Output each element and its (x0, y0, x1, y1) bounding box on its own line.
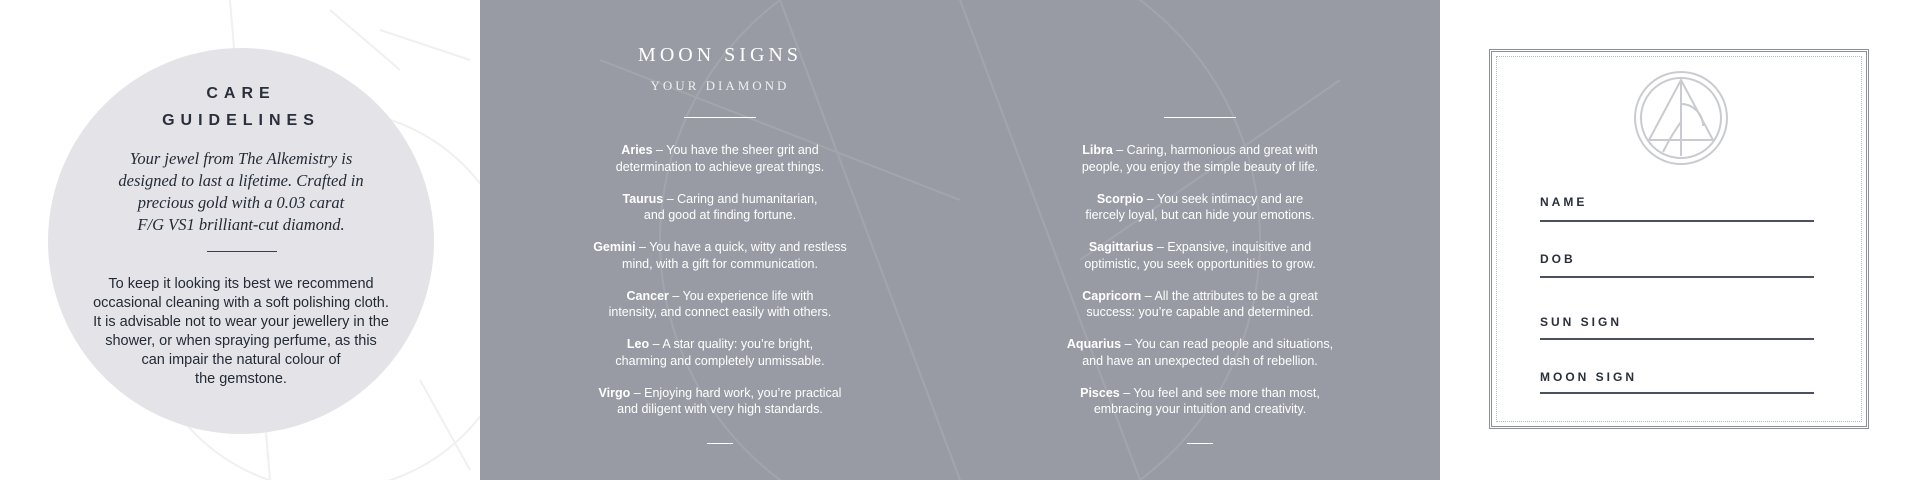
sign-description: – A star quality: you’re bright, charming and completely unmissable. (615, 337, 825, 368)
sign-name: Gemini (593, 240, 636, 254)
sign-cancer (480, 288, 960, 337)
care-title-line1: CARE (206, 85, 276, 102)
care-body: To keep it looking its best we recommend occasional cleaning with a soft polishing cloth. It is advisable not to wear your jewellery in the shower, or when spraying perfume, as this can impair the natural colour of the gemstone. (93, 276, 389, 387)
right-end-divider (1187, 443, 1213, 444)
signs-column-left (480, 142, 960, 433)
name-field-line[interactable] (1540, 220, 1814, 222)
personal-card-panel (1440, 0, 1920, 480)
left-end-divider (707, 443, 733, 444)
sign-description: – Caring, harmonious and great with people, you enjoy the simple beauty of life. (1081, 143, 1319, 174)
care-title-line2: GUIDELINES (162, 112, 320, 129)
sign-name: Libra (1082, 143, 1113, 157)
sign-description: – You can read people and situations, and have an unexpected dash of rebellion. (1082, 337, 1334, 368)
sign-name: Sagittarius (1088, 240, 1154, 254)
sign-name: Leo (626, 337, 650, 351)
care-panel (0, 0, 480, 480)
moon-signs-title: MOON SIGNS (638, 44, 802, 66)
sun-sign-field-label: SUN SIGN (1540, 315, 1623, 329)
sign-description: – Enjoying hard work, you’re practical and diligent with very high standards. (617, 385, 842, 416)
sign-name: Virgo (598, 385, 631, 400)
sign-name: Pisces (1080, 385, 1120, 400)
sign-leo (480, 336, 960, 385)
sign-virgo (480, 385, 960, 434)
sign-capricorn (960, 288, 1440, 337)
sign-name: Capricorn (1082, 288, 1142, 303)
moon-sign-field-label: MOON SIGN (1540, 370, 1638, 384)
moon-signs-panel (480, 0, 1440, 480)
sign-description: – Expansive, inquisitive and optimistic, you seek opportunities to grow. (1084, 240, 1316, 271)
sign-gemini (480, 239, 960, 288)
sign-taurus (480, 191, 960, 240)
care-divider (207, 251, 277, 252)
right-divider (1164, 117, 1236, 118)
sign-description: – You have a quick, witty and restless mind, with a gift for communication. (622, 240, 847, 271)
name-field-label: NAME (1540, 195, 1588, 209)
sign-description: – You feel and see more than most, embracing your intuition and creativity. (1093, 385, 1320, 416)
sign-sagittarius (960, 239, 1440, 288)
dob-field-line[interactable] (1540, 276, 1814, 278)
sign-name: Cancer (626, 288, 669, 303)
sign-aries (480, 142, 960, 191)
sign-name: Scorpio (1096, 191, 1144, 206)
moon-signs-subtitle: YOUR DIAMOND (650, 78, 790, 93)
sign-description: – You seek intimacy and are fiercely loyal, but can hide your emotions. (1085, 191, 1315, 222)
sign-description: – All the attributes to be a great success: you’re capable and determined. (1086, 288, 1318, 319)
moon-sign-field-line[interactable] (1540, 392, 1814, 394)
dob-field-label: DOB (1540, 252, 1576, 266)
sign-pisces (960, 385, 1440, 434)
sign-description: – Caring and humanitarian, and good at finding fortune. (643, 191, 818, 222)
sign-description: – You have the sheer grit and determination to achieve great things. (615, 143, 825, 174)
sign-description: – You experience life with intensity, and connect easily with others. (608, 288, 832, 319)
sun-sign-field-line[interactable] (1540, 338, 1814, 340)
signs-column-right (960, 142, 1440, 433)
sign-name: Aries (621, 143, 653, 157)
sign-name: Taurus (622, 191, 664, 206)
alkemistry-emblem-icon (1633, 70, 1729, 166)
sign-name: Aquarius (1066, 337, 1122, 351)
sign-scorpio (960, 191, 1440, 240)
sign-aquarius (960, 336, 1440, 385)
left-divider (684, 117, 756, 118)
sign-libra (960, 142, 1440, 191)
care-intro: Your jewel from The Alkemistry is designed to last a lifetime. Crafted in precious gold with a 0.03 carat F/G VS1 brilliant-cut diamond. (118, 149, 364, 234)
